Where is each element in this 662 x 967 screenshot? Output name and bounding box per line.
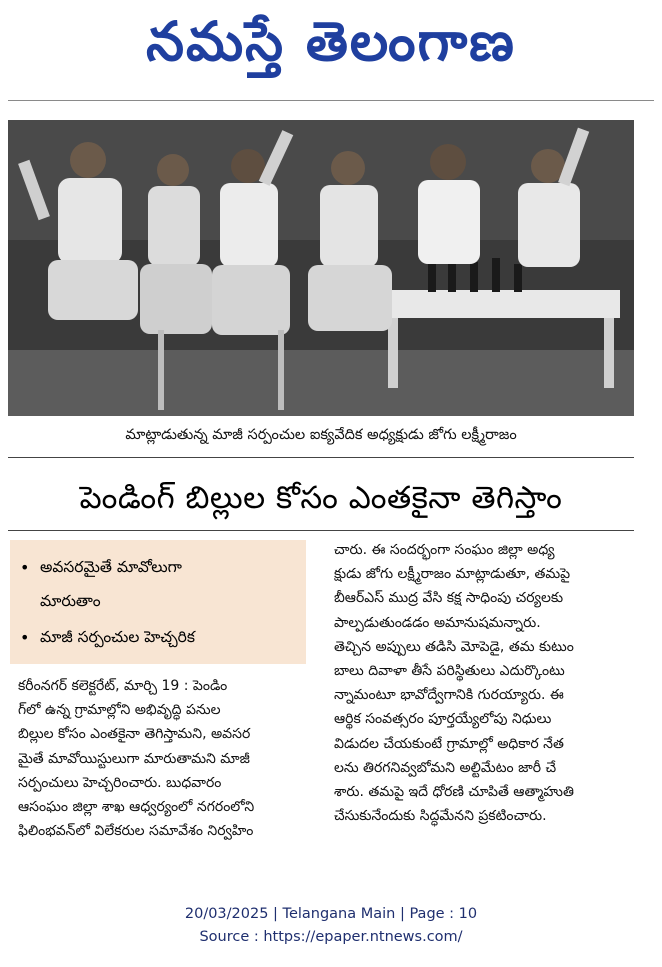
body-line: క్షుడు జోగు లక్ష్మీరాజం మాట్లాడుతూ, తమపై	[334, 566, 571, 583]
bullet-icon: •	[20, 628, 30, 647]
news-photo	[8, 120, 634, 416]
body-line: చేసుకునేందుకు సిద్ధమేనని ప్రకటించారు.	[334, 808, 547, 825]
body-line: బిల్లుల కోసం ఎంతకైనా తెగిస్తామని, అవసర	[18, 726, 251, 743]
body-column-right	[334, 538, 630, 828]
body-line: లను తిరగనివ్వబోమని అల్టిమేటం జారీ చే	[334, 759, 557, 776]
body-line: సర్పంచులు హెచ్చరించారు. బుధవారం	[18, 774, 222, 791]
photo-caption: మాట్లాడుతున్న మాజీ సర్పంచుల ఐక్యవేదిక అధ్యక్షుడు జోగు లక్ష్మీరాజం	[125, 427, 517, 443]
body-column-left	[18, 674, 310, 843]
body-line: ఆర్థిక సంవత్సరం పూర్తయ్యేలోపు నిధులు	[334, 711, 552, 728]
masthead-rule	[8, 100, 654, 101]
body-line: న్నామంటూ భావోద్వేగానికి గురయ్యారు. ఈ	[334, 687, 564, 704]
caption-rule	[8, 457, 634, 458]
bullet-icon: •	[20, 558, 30, 577]
body-line: తెచ్చిన అప్పులు తడిసి మోపెడై, తమ కుటుం	[334, 638, 574, 655]
footer-source-link[interactable]: Source : https://epaper.ntnews.com/	[199, 929, 463, 945]
body-line: బాలు దివాళా తీసే పరిస్థితులు ఎదుర్కొంటు	[334, 662, 565, 679]
highlight-box: • అవసరమైతే మావోలుగా మారుతాం • మాజీ సర్పంచుల హెచ్చరిక	[10, 540, 306, 664]
masthead	[0, 0, 662, 100]
body-line: ఫిలింభవన్‌లో విలేకరుల సమావేశం నిర్వహిం	[18, 823, 254, 840]
headline-rule	[8, 530, 634, 531]
body-line: మైతే మావోయిస్టులుగా మారుతామని మాజీ	[18, 750, 250, 767]
masthead-title: నమస్తే తెలంగాణ	[146, 9, 516, 73]
body-line: కరీంనగర్ కలెక్టరేట్, మార్చి 19 : పెండిం	[18, 678, 228, 694]
body-line: పాల్పడుతుండడం అమానుషమన్నారు.	[334, 614, 541, 631]
body-line: బీఆర్‌ఎస్ ముద్ర వేసి కక్ష సాధింపు చర్యలకు	[334, 590, 564, 607]
body-line: విడుదల చేయకుంటే గ్రామాల్లో అధికార నేత	[334, 735, 564, 752]
body-line: గ్‌లో ఉన్న గ్రామాల్లోని అభివృద్ధి పనుల	[18, 702, 221, 719]
headline: పెండింగ్ బిల్లుల కోసం ఎంతకైనా తెగిస్తాం	[79, 480, 563, 516]
body-line: శారు. తమపై ఇదే ధోరణి చూపితే ఆత్మాహుతి	[334, 783, 574, 800]
footer-date-info: 20/03/2025 | Telangana Main | Page : 10	[184, 906, 478, 922]
body-line: చారు. ఈ సందర్భంగా సంఘం జిల్లా అధ్య	[334, 542, 555, 558]
body-line: ఆసంఘం జిల్లా శాఖ ఆధ్వర్యంలో నగరంలోని	[18, 798, 255, 815]
